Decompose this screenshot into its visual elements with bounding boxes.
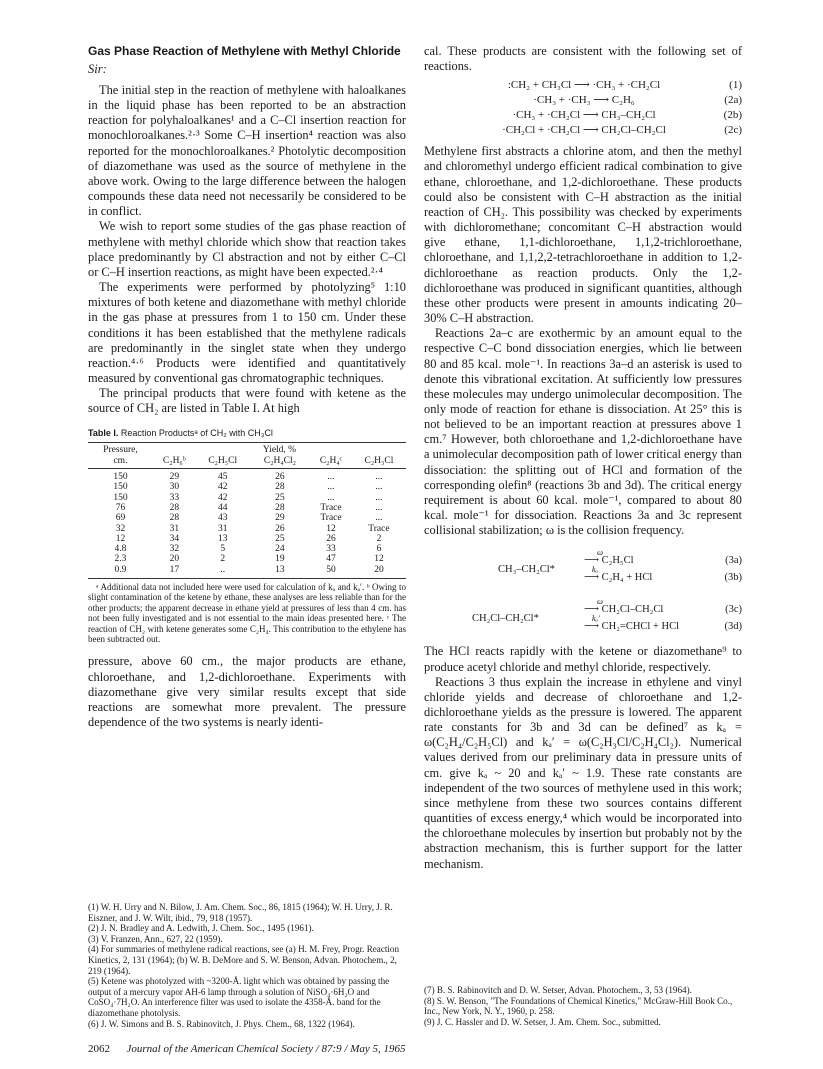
yield-cell: ... [327,482,335,493]
yield-cell: 28 [275,482,285,493]
yield-cell: 29 [169,472,180,483]
yield-cell: 28 [169,513,180,524]
yield-cell: 42 [217,482,228,493]
yield-cell: 17 [153,565,196,579]
reaction-number: (2c) [724,124,742,137]
footnote: (9) J. C. Hassler and D. W. Setser, J. Am. Chem. Soc., submitted. [424,1016,661,1027]
reaction-2c [424,123,742,138]
product-stabilized: ⟶ C₂H₅Cl [584,555,634,567]
product-decomposed: ⟶ C₂H₄ + HCl [584,572,653,584]
pressure-cell: 150 [113,482,128,493]
table-row [88,503,406,513]
yield-cell: 50 [310,565,352,579]
reactant: CH₂Cl–CH₂Cl* [472,613,539,625]
salutation: Sir: [88,62,107,76]
body-paragraph-1: The initial step in the reaction of methylene with haloalkanes in the liquid phase has been reported to be an abstraction reaction for polyhaloalkanes¹ and a C–Cl insertion reaction for monochloroalkanes.²·³ Some C–H insertion⁴ reaction was also reported for the monochloroalkanes.² Photolytic decomposition of diazomethane was used as the source of methylene in the above work. Owing to the large difference between the halogen compounds these data need not necessarily be considered to be in conflict. [88,83,406,219]
yield-cell: 2 [376,533,382,544]
product-stabilized: ⟶ CH₂Cl–CH₂Cl [584,604,664,616]
table-caption-text: Reaction Productsᵃ of CH₂ with CH₃Cl [120,428,273,439]
pressure-cell: 76 [115,502,126,513]
yield-cell: 47 [326,554,336,565]
yield-header-text: Yield, % [262,445,297,456]
yield-cell: 31 [169,523,180,534]
table-row [88,482,406,492]
reaction-1 [424,78,742,93]
yield-header [153,443,406,456]
table-label: Table I. [88,428,119,439]
rate-constant: kₐ [592,565,598,575]
reaction-number: (1) [729,79,742,92]
yield-cell: Trace [320,502,342,513]
yield-cell: 25 [275,492,285,503]
reaction-3cd [424,596,742,636]
footnote: (4) For summaries of methylene radical reactions, see (a) H. M. Frey, Progr. Reaction Kinetics, 2, 131 (1964); (b) W. B. DeMore and S. W. Benson, Advan. Photochem., 2, 219 (1964). [88,944,400,976]
article-title: Gas Phase Reaction of Methylene with Methyl Chloride [88,44,401,58]
reaction-number: (3b) [724,572,742,584]
body-paragraph-5: pressure, above 60 cm., the major products are ethane, chloroethane, and 1,2-dichloroethane. Experiments with diazomethane give very similar results except that side reactions are somewhat more prevalent. The pressure dependence of the two systems is nearly identi- [88,654,406,730]
reaction-equation: ·CH₃ + ·CH₃ ⟶ C₂H₆ [533,94,635,107]
yield-cell: ... [375,472,383,483]
table-row [88,513,406,523]
table-row [88,554,406,564]
reactant: CH₃–CH₂Cl* [498,564,555,576]
left-column [88,44,406,730]
footnote: (3) V. Franzen, Ann., 627, 22 (1959). [88,933,223,944]
table-row [88,524,406,534]
yield-cell: 34 [169,533,180,544]
body-paragraph-4: The principal products that were found with ketene as the source of CH₂ are listed in Table I. At high [88,386,406,416]
pressure-cell: 2.3 [114,554,127,565]
table-row [88,544,406,554]
table-row [88,469,406,483]
body-paragraph-2: We wish to report some studies of the gas phase reaction of methylene with methyl chloride which show that reaction takes place predominantly by Cl abstraction and not by either C–Cl or C–H insertion reactions, as might have been expected.²·⁴ [88,219,406,279]
table-row [88,493,406,503]
pressure-cell: 150 [113,492,128,503]
yield-cell: 12 [326,523,336,534]
yield-cell: Trace [320,513,342,524]
column-header: C₂H₄Cl₂ [250,456,310,469]
reaction-2a [424,93,742,108]
yield-cell: 5 [220,544,226,555]
footnote: (1) W. H. Urry and N. Bilow, J. Am. Chem. Soc., 86, 1815 (1964); W. H. Urry, J. R. Eiszner, and J. W. Wilt, ibid., 79, 918 (1957). [88,902,393,923]
omega-symbol: ω [597,547,604,558]
yield-cell: 29 [275,513,285,524]
footnotes-left [88,902,406,1029]
yield-cell: 13 [250,565,310,579]
pressure-cell: 32 [115,523,126,534]
yield-cell: 30 [169,482,180,493]
yield-cell: 31 [217,523,228,534]
yield-cell: ... [375,482,383,493]
yield-cell: ... [375,492,383,503]
body-paragraph-right-3: The HCl reacts rapidly with the ketene or diazomethane⁹ to produce acetyl chloride and methyl chloride, respectively. [424,644,742,674]
table-caption [88,428,406,438]
yield-cell: 20 [169,554,180,565]
footnote: (5) Ketene was photolyzed with ~3200-Å. light which was obtained by passing the output of a mercury vapor AH-6 lamp through a solution of NiSO₄·6H₂O and CoSO₄·7H₂O. An interference filter was used to isolate the 4358-Å. band for the diazomethane photolysis. [88,976,390,1018]
reaction-number: (3c) [725,604,742,616]
table-row [88,534,406,544]
column-header: C₂H₆ᵇ [153,456,196,469]
yield-cell: 24 [275,544,285,555]
yield-cell: 25 [275,533,285,544]
body-paragraph-right-4: Reactions 3 thus explain the increase in ethylene and vinyl chloride yields and decrease of chloroethane and 1,2-dichloroethane yields as the pressure is lowered. The apparent rate constants for 3b and 3d can be defined⁷ as kₐ = ω(C₂H₄/C₂H₅Cl) and kₐ′ = ω(C₂H₃Cl/C₂H₄Cl₂). Numerical values derived from our preliminary data in pressure units of cm. give kₐ ~ 20 and kₐ′ ~ 1.9. These rate constants are independent of the two sources of methylene used in this work; since methylene from these two sources contains different quantities of excess energy,⁴ which would be incorporated into the chloroethane molecules by insertion but probably not by the abstraction mechanism, this is further support for the latter mechanism. [424,674,742,871]
footnote: (2) J. N. Bradley and A. Ledwith, J. Chem. Soc., 1495 (1961). [88,923,314,934]
page-footer [88,1043,406,1055]
yield-cell: 26 [326,533,336,544]
yield-cell: 28 [275,502,285,513]
yield-cell: ... [327,472,335,483]
yield-cell: Trace [368,523,390,534]
yield-cell: 42 [217,492,228,503]
reaction-number: (3a) [725,555,742,567]
reaction-number: (2a) [724,94,742,107]
reaction-equation: ·CH₃ + ·CH₂Cl ⟶ CH₃–CH₂Cl [512,109,656,122]
yield-cell: 45 [217,472,228,483]
column-header: C₂H₃Cl [352,456,406,469]
yield-cell: 28 [169,502,180,513]
omega-symbol: ω [597,596,604,607]
yield-cell: 26 [275,472,285,483]
journal-issue: / 87:9 / May 5, 1965 [315,1043,406,1055]
yield-cell: 13 [217,533,228,544]
body-paragraph-right-1: Methylene first abstracts a chlorine atom, and then the methyl and chloromethyl undergo efficient radical combination to give ethane, chloroethane, and 1,2-dichloroethane. These products could also be consistent with C–H abstraction as the initial reaction of CH₂. This possibility was checked by experiments with dichloromethane; concomitant C–H abstraction would give ethane, 1,1-dichloroethane, 1,1,2-trichloroethane, chloroethane, and 1,1,2,2-tetrachloroethane in addition to 1,2-dichloroethane as reaction products. Only the 1,2-dichloroethane was produced in significant quantities, although these other products were present in amounts indicating 20–30% C–H abstraction. [424,144,742,326]
yield-cell: 33 [169,492,180,503]
table-footnote: ᵃ Additional data not included here were used for calculation of kₐ and kₐ′. ᵇ Owing to slight contamination of the ketene by ethane, these analyses are less reliable than for the other products; the apparent decrease in ethane yield at pressures of less than 4 cm. has not been fully investigated and is not essential to the main ideas presented here. ᶜ The reaction of CH₂ with ketene generates some C₂H₄. This contribution to the ethylene has been subtracted out. [88,582,406,645]
pressure-cell: 150 [113,472,128,483]
reaction-equation: ·CH₂Cl + ·CH₂Cl ⟶ CH₂Cl–CH₂Cl [502,124,666,137]
column-header: C₂H₄ᶜ [310,456,352,469]
yield-cell: 12 [374,554,384,565]
results-table [88,442,406,579]
column-header: C₂H₅Cl [196,456,250,469]
reaction-number: (2b) [723,109,742,122]
yield-cell: ... [375,513,383,524]
pressure-unit: cm. [88,456,153,469]
yield-cell: 43 [217,513,228,524]
yield-cell: 32 [169,544,180,555]
reaction-number: (3d) [724,621,742,633]
reaction-2b [424,108,742,123]
table-body [88,469,406,579]
footnotes-right [424,985,742,1027]
pressure-cell: 0.9 [88,565,153,579]
pressure-header: Pressure, [88,443,153,456]
pressure-cell: 4.8 [114,544,127,555]
reaction-equation: :CH₂ + CH₃Cl ⟶ ·CH₃ + ·CH₂Cl [507,79,661,92]
reaction-3ab [424,547,742,587]
journal-name: Journal of the American Chemical Society [126,1043,313,1055]
yield-cell: 26 [275,523,285,534]
yield-cell: 6 [376,544,382,555]
yield-cell: 44 [217,502,228,513]
yield-cell: ... [327,492,335,503]
page-number: 2062 [88,1043,110,1055]
pressure-cell: 69 [115,513,126,524]
rate-constant: kₐ′ [592,614,600,624]
yield-cell: 33 [326,544,336,555]
body-paragraph-3: The experiments were performed by photolyzing⁵ 1:10 mixtures of both ketene and diazomethane with methyl chloride in the gas phase at pressures from 1 to 150 cm. Under these conditions it has been established that the methylene radicals are predominantly in the singlet state when they undergo reaction.⁴·⁶ Products were identified and quantitatively measured by conventional gas chromatographic techniques. [88,280,406,385]
yield-cell: ... [375,502,383,513]
right-intro: cal. These products are consistent with the following set of reactions. [424,44,742,74]
yield-cell: .. [196,565,250,579]
yield-cell: 2 [220,554,226,565]
footnote: (7) B. S. Rabinovitch and D. W. Setser, Advan. Photochem., 3, 53 (1964). [424,985,692,995]
footnote: (8) S. W. Benson, "The Foundations of Chemical Kinetics," McGraw-Hill Book Co., Inc., New York, N. Y., 1960, p. 258. [424,995,733,1017]
right-column [424,44,742,872]
pressure-cell: 12 [115,533,126,544]
product-decomposed: ⟶ CH₂=CHCl + HCl [584,621,680,633]
footnote: (6) J. W. Simons and B. S. Rabinovitch, J. Phys. Chem., 68, 1322 (1964). [88,1018,355,1029]
yield-cell: 19 [275,554,285,565]
body-paragraph-right-2: Reactions 2a–c are exothermic by an amount equal to the respective C–C bond dissociation energies, which lie between 80 and 85 kcal. mole⁻¹. In reactions 3a–d an asterisk is used to denote this vibrational excitation. At sufficiently low pressures these molecules may undergo unimolecular decomposition. The only mode of reaction for ethane is dissociation. At 25° this is not believed to be an important reaction at pressures above 1 cm.⁷ However, both chloroethane and 1,2-dichloroethane have a unimolecular decomposition path of lower critical energy than dissociation: the splitting out of HCl and formation of the corresponding olefin⁸ (reactions 3b and 3d). The critical energy requirement is about 60 kcal. mole⁻¹, compared to about 80 kcal. mole⁻¹ for dissociation. Reactions 3a and 3c represent collisional stabilization; ω is the collision frequency. [424,326,742,538]
table-row [88,565,406,579]
yield-cell: 20 [352,565,406,579]
